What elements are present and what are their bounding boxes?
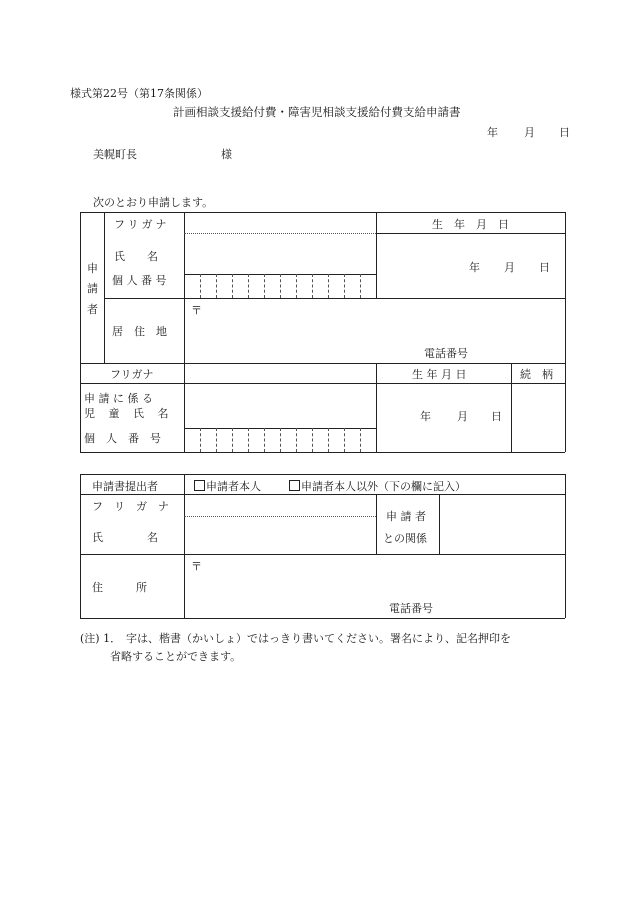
submitter-furigana-label: フ リ ガ ナ [92,500,169,513]
form-title: 計画相談支援給付費・障害児相談支援給付費支給申請書 [173,105,461,119]
date-day: 日 [559,126,570,139]
applicant-postal-mark: 〒 [191,304,202,317]
applicant-side-label-2: 請 [87,282,98,295]
applicant-name-label: 氏 名 [114,250,158,263]
note-prefix: (注) 1． [80,632,122,645]
addressee-honorific: 様 [221,148,232,161]
child-birth-day: 日 [491,410,502,423]
child-birthdate-label: 生 年 月 日 [412,368,467,381]
other-checkbox[interactable] [289,480,300,491]
form-number: 様式第22号（第17条関係） [70,87,208,100]
applicant-id-label: 個 人 番 号 [112,274,167,287]
applicant-phone-label: 電話番号 [424,347,468,360]
self-checkbox[interactable] [194,480,205,491]
submitter-option-other-label: 申請者本人以外（下の欄に記入） [301,480,466,493]
child-name-label-line1: 申 請 に 係 る [84,392,153,405]
submitter-name-label: 氏 名 [92,531,158,544]
submitter-relation-label-line1: 申 請 者 [386,510,426,523]
child-relation-label: 続 柄 [520,368,553,381]
child-id-label: 個 人 番 号 [84,432,161,445]
submitter-option-self-label: 申請者本人 [206,480,261,493]
date-month: 月 [524,126,535,139]
submitter-postal-mark: 〒 [191,560,202,573]
applicant-furigana-label: フリガナ [114,218,170,231]
submitter-phone-label: 電話番号 [389,602,433,615]
applicant-birth-year: 年 [469,261,480,274]
date-year: 年 [487,126,498,139]
applicant-birthdate-label: 生 年 月 日 [432,218,509,231]
child-birth-month: 月 [457,410,468,423]
applicant-address-label: 居 住 地 [112,325,167,338]
child-furigana-label: フリガナ [110,368,154,381]
applicant-birth-day: 日 [539,261,550,274]
submitter-relation-label-line2: との関係 [383,532,427,545]
submitter-label: 申請書提出者 [92,480,158,493]
submitter-option-self[interactable] [194,478,261,494]
intro-text: 次のとおり申請します。 [93,196,214,209]
applicant-birth-month: 月 [504,261,515,274]
child-name-label-line2: 児 童 氏 名 [84,407,174,420]
submitter-option-other[interactable] [289,478,466,494]
applicant-side-label-3: 者 [87,303,98,316]
applicant-side-label-1: 申 [87,262,98,275]
addressee-name: 美幌町長 [93,148,137,161]
note-line2: 省略することができます。 [110,650,242,663]
note-line1: 字は、楷書（かいしょ）ではっきり書いてください。署名により、記名押印を [126,632,511,645]
submitter-address-label: 住 所 [92,581,147,594]
child-birth-year: 年 [420,410,431,423]
